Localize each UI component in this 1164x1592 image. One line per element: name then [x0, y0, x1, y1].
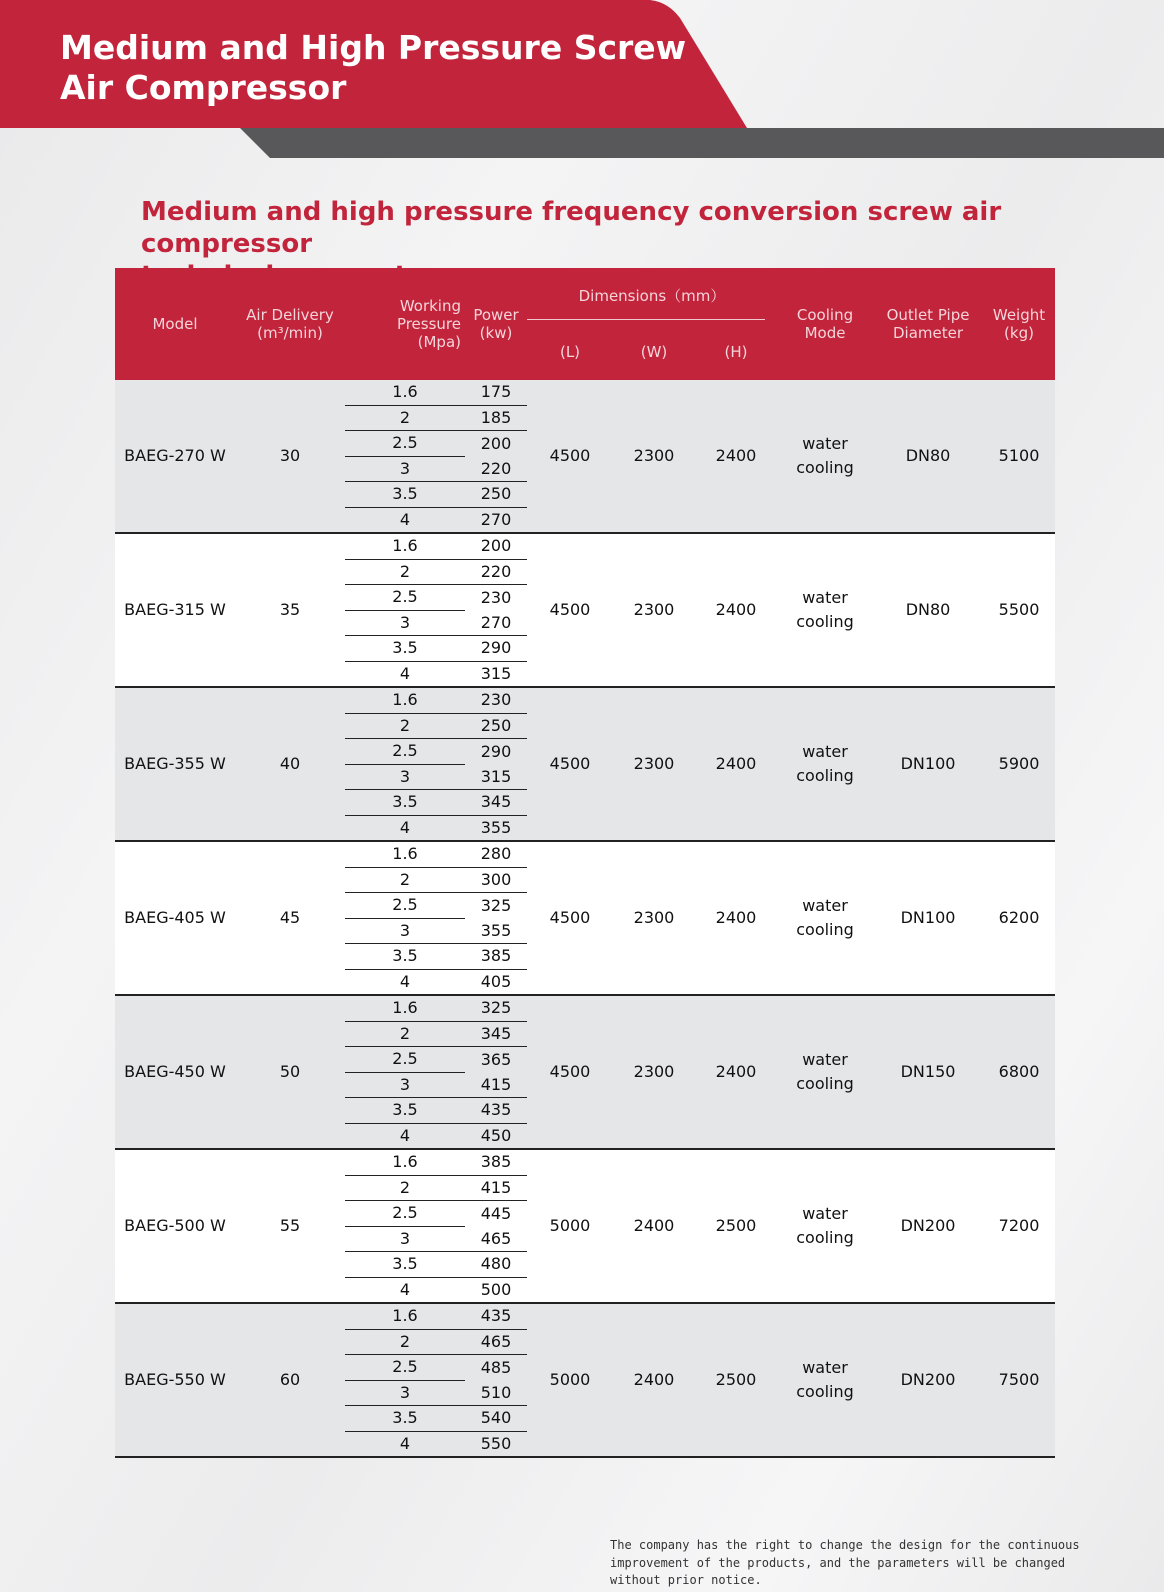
dim-h-cell: 2400	[695, 841, 777, 995]
footer-note	[610, 1537, 1090, 1590]
pressure-cell: 4	[345, 815, 465, 841]
pressure-cell: 2	[345, 1329, 465, 1355]
power-cell: 485	[465, 1355, 527, 1381]
header-cooling-mode: Cooling Mode	[777, 268, 873, 380]
power-cell: 415	[465, 1072, 527, 1098]
power-cell: 385	[465, 944, 527, 970]
dim-l-cell: 4500	[527, 380, 613, 533]
power-cell: 345	[465, 1021, 527, 1047]
header-power: Power (kw)	[465, 268, 527, 380]
pressure-cell: 1.6	[345, 995, 465, 1021]
power-cell: 220	[465, 559, 527, 585]
model-cell: BAEG-270 W	[115, 380, 235, 533]
outlet-pipe-cell: DN200	[873, 1149, 983, 1303]
air-delivery-cell: 60	[235, 1303, 345, 1457]
power-cell: 355	[465, 918, 527, 944]
pressure-cell: 2.5	[345, 739, 465, 765]
weight-cell: 5100	[983, 380, 1055, 533]
model-cell: BAEG-450 W	[115, 995, 235, 1149]
header-dim-w: (W)	[613, 324, 695, 380]
cooling-mode-cell	[777, 995, 873, 1149]
header-gray-band	[240, 128, 1164, 158]
dim-h-cell: 2400	[695, 687, 777, 841]
weight-cell: 6200	[983, 841, 1055, 995]
header-dim-l: (L)	[527, 324, 613, 380]
cooling-mode-line1: water	[802, 588, 848, 607]
power-cell: 270	[465, 610, 527, 636]
cooling-mode-cell	[777, 687, 873, 841]
pressure-cell: 1.6	[345, 1149, 465, 1175]
outlet-pipe-cell: DN200	[873, 1303, 983, 1457]
pressure-cell: 3.5	[345, 1252, 465, 1278]
power-cell: 465	[465, 1226, 527, 1252]
cooling-mode-line1: water	[802, 434, 848, 453]
pressure-cell: 3.5	[345, 944, 465, 970]
power-cell: 325	[465, 893, 527, 919]
pressure-cell: 3.5	[345, 636, 465, 662]
dim-h-cell: 2500	[695, 1303, 777, 1457]
dim-h-cell: 2500	[695, 1149, 777, 1303]
power-cell: 315	[465, 764, 527, 790]
pressure-cell: 4	[345, 1277, 465, 1303]
pressure-cell: 1.6	[345, 687, 465, 713]
power-cell: 365	[465, 1047, 527, 1073]
dim-l-cell: 4500	[527, 841, 613, 995]
header-working-pressure: Working Pressure (Mpa)	[345, 268, 465, 380]
cooling-mode-line2: cooling	[796, 1074, 854, 1093]
dim-l-cell: 4500	[527, 533, 613, 687]
cooling-mode-cell	[777, 380, 873, 533]
section-title-line1: Medium and high pressure frequency conversion screw air compressor	[141, 197, 1002, 259]
model-group	[115, 687, 1055, 841]
pressure-cell: 4	[345, 661, 465, 687]
spec-table-header	[115, 268, 1055, 380]
header-dimensions: Dimensions（mm）	[527, 268, 777, 324]
outlet-pipe-cell: DN80	[873, 533, 983, 687]
power-cell: 250	[465, 482, 527, 508]
dim-l-cell: 4500	[527, 687, 613, 841]
pressure-cell: 2.5	[345, 1047, 465, 1073]
dim-w-cell: 2300	[613, 841, 695, 995]
power-cell: 230	[465, 687, 527, 713]
power-cell: 220	[465, 456, 527, 482]
pressure-cell: 3.5	[345, 1098, 465, 1124]
pressure-cell: 4	[345, 1123, 465, 1149]
model-cell: BAEG-355 W	[115, 687, 235, 841]
model-cell: BAEG-500 W	[115, 1149, 235, 1303]
power-cell: 175	[465, 380, 527, 405]
header-dim-h: (H)	[695, 324, 777, 380]
power-cell: 315	[465, 661, 527, 687]
table-row	[115, 841, 1055, 867]
table-row	[115, 380, 1055, 405]
header-outlet-pipe: Outlet Pipe Diameter	[873, 268, 983, 380]
pressure-cell: 2	[345, 867, 465, 893]
power-cell: 435	[465, 1303, 527, 1329]
model-group	[115, 1303, 1055, 1457]
pressure-cell: 4	[345, 969, 465, 995]
footer-note-line3: without prior notice.	[610, 1573, 762, 1587]
pressure-cell: 2	[345, 713, 465, 739]
power-cell: 325	[465, 995, 527, 1021]
cooling-mode-cell	[777, 1303, 873, 1457]
cooling-mode-line2: cooling	[796, 612, 854, 631]
cooling-mode-line2: cooling	[796, 1382, 854, 1401]
power-cell: 355	[465, 815, 527, 841]
power-cell: 200	[465, 533, 527, 559]
power-cell: 480	[465, 1252, 527, 1278]
dim-h-cell: 2400	[695, 995, 777, 1149]
cooling-mode-line2: cooling	[796, 920, 854, 939]
dimensions-divider	[527, 319, 765, 320]
air-delivery-cell: 35	[235, 533, 345, 687]
power-cell: 445	[465, 1201, 527, 1227]
footer-note-line1: The company has the right to change the design for the continuous	[610, 1538, 1080, 1552]
dim-l-cell: 5000	[527, 1303, 613, 1457]
page-title-line2: Air Compressor	[60, 68, 347, 107]
power-cell: 415	[465, 1175, 527, 1201]
power-cell: 450	[465, 1123, 527, 1149]
spec-table	[115, 268, 1055, 1458]
model-group	[115, 380, 1055, 533]
pressure-cell: 4	[345, 1431, 465, 1457]
header-air-delivery: Air Delivery (m³/min)	[235, 268, 345, 380]
power-cell: 550	[465, 1431, 527, 1457]
power-cell: 510	[465, 1380, 527, 1406]
table-row	[115, 1149, 1055, 1175]
dim-w-cell: 2300	[613, 533, 695, 687]
pressure-cell: 3	[345, 1380, 465, 1406]
pressure-cell: 4	[345, 507, 465, 533]
header-model: Model	[115, 268, 235, 380]
page-title	[60, 28, 686, 108]
page-title-line1: Medium and High Pressure Screw	[60, 28, 687, 67]
power-cell: 280	[465, 841, 527, 867]
model-cell: BAEG-315 W	[115, 533, 235, 687]
pressure-cell: 2	[345, 559, 465, 585]
cooling-mode-line2: cooling	[796, 458, 854, 477]
outlet-pipe-cell: DN150	[873, 995, 983, 1149]
cooling-mode-cell	[777, 841, 873, 995]
dim-h-cell: 2400	[695, 380, 777, 533]
pressure-cell: 3	[345, 456, 465, 482]
cooling-mode-line1: water	[802, 742, 848, 761]
pressure-cell: 3.5	[345, 790, 465, 816]
weight-cell: 5500	[983, 533, 1055, 687]
dim-l-cell: 4500	[527, 995, 613, 1149]
pressure-cell: 1.6	[345, 380, 465, 405]
pressure-cell: 2.5	[345, 1355, 465, 1381]
dim-w-cell: 2300	[613, 687, 695, 841]
pressure-cell: 3	[345, 1072, 465, 1098]
footer-note-line2: improvement of the products, and the parameters will be changed	[610, 1555, 1066, 1570]
pressure-cell: 2.5	[345, 431, 465, 457]
air-delivery-cell: 50	[235, 995, 345, 1149]
weight-cell: 5900	[983, 687, 1055, 841]
model-cell: BAEG-550 W	[115, 1303, 235, 1457]
power-cell: 290	[465, 636, 527, 662]
pressure-cell: 2	[345, 1021, 465, 1047]
dim-l-cell: 5000	[527, 1149, 613, 1303]
table-row	[115, 995, 1055, 1021]
cooling-mode-line2: cooling	[796, 766, 854, 785]
power-cell: 290	[465, 739, 527, 765]
dim-w-cell: 2300	[613, 995, 695, 1149]
pressure-cell: 3	[345, 1226, 465, 1252]
pressure-cell: 2	[345, 1175, 465, 1201]
outlet-pipe-cell: DN100	[873, 687, 983, 841]
air-delivery-cell: 45	[235, 841, 345, 995]
power-cell: 385	[465, 1149, 527, 1175]
table-row	[115, 1303, 1055, 1329]
model-cell: BAEG-405 W	[115, 841, 235, 995]
model-group	[115, 533, 1055, 687]
power-cell: 500	[465, 1277, 527, 1303]
pressure-cell: 1.6	[345, 841, 465, 867]
power-cell: 185	[465, 405, 527, 431]
power-cell: 405	[465, 969, 527, 995]
dim-h-cell: 2400	[695, 533, 777, 687]
weight-cell: 7200	[983, 1149, 1055, 1303]
table-row	[115, 533, 1055, 559]
power-cell: 250	[465, 713, 527, 739]
power-cell: 270	[465, 507, 527, 533]
power-cell: 345	[465, 790, 527, 816]
power-cell: 465	[465, 1329, 527, 1355]
model-group	[115, 1149, 1055, 1303]
header-weight: Weight (kg)	[983, 268, 1055, 380]
pressure-cell: 3	[345, 610, 465, 636]
pressure-cell: 3.5	[345, 482, 465, 508]
cooling-mode-line1: water	[802, 896, 848, 915]
cooling-mode-line2: cooling	[796, 1228, 854, 1247]
cooling-mode-cell	[777, 533, 873, 687]
cooling-mode-cell	[777, 1149, 873, 1303]
weight-cell: 7500	[983, 1303, 1055, 1457]
pressure-cell: 3	[345, 764, 465, 790]
air-delivery-cell: 30	[235, 380, 345, 533]
pressure-cell: 2.5	[345, 893, 465, 919]
pressure-cell: 1.6	[345, 1303, 465, 1329]
cooling-mode-line1: water	[802, 1358, 848, 1377]
pressure-cell: 3	[345, 918, 465, 944]
model-group	[115, 841, 1055, 995]
model-group	[115, 995, 1055, 1149]
cooling-mode-line1: water	[802, 1204, 848, 1223]
power-cell: 540	[465, 1406, 527, 1432]
pressure-cell: 3.5	[345, 1406, 465, 1432]
pressure-cell: 2.5	[345, 585, 465, 611]
pressure-cell: 1.6	[345, 533, 465, 559]
power-cell: 200	[465, 431, 527, 457]
power-cell: 230	[465, 585, 527, 611]
dim-w-cell: 2400	[613, 1303, 695, 1457]
power-cell: 435	[465, 1098, 527, 1124]
cooling-mode-line1: water	[802, 1050, 848, 1069]
pressure-cell: 2.5	[345, 1201, 465, 1227]
outlet-pipe-cell: DN80	[873, 380, 983, 533]
air-delivery-cell: 55	[235, 1149, 345, 1303]
power-cell: 300	[465, 867, 527, 893]
air-delivery-cell: 40	[235, 687, 345, 841]
dim-w-cell: 2300	[613, 380, 695, 533]
pressure-cell: 2	[345, 405, 465, 431]
dim-w-cell: 2400	[613, 1149, 695, 1303]
outlet-pipe-cell: DN100	[873, 841, 983, 995]
table-row	[115, 687, 1055, 713]
weight-cell: 6800	[983, 995, 1055, 1149]
